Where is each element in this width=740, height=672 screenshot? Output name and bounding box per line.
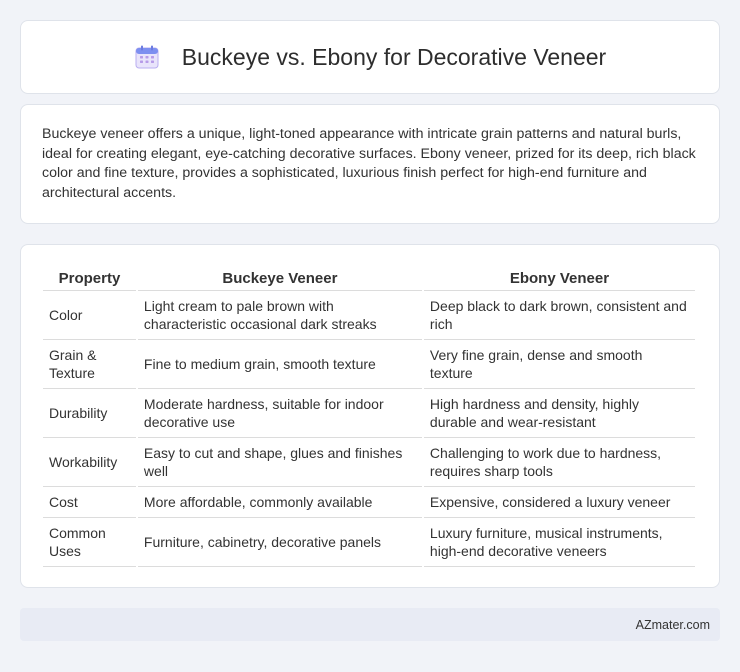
footer [20,608,720,641]
row-buckeye: Light cream to pale brown with characteristic occasional dark streaks [138,291,422,340]
row-ebony: Challenging to work due to hardness, requires sharp tools [424,438,695,487]
row-property: Durability [43,389,136,438]
row-ebony: Expensive, considered a luxury veneer [424,487,695,518]
header-buckeye: Buckeye Veneer [138,265,422,291]
row-property: Grain & Texture [43,340,136,389]
page-title: Buckeye vs. Ebony for Decorative Veneer [181,43,607,70]
header-ebony: Ebony Veneer [424,265,695,291]
description-card [20,104,720,224]
table-row [43,487,695,518]
footer-site-link[interactable]: AZmater.com [635,617,710,632]
table-row [43,389,695,438]
description-text: Buckeye veneer offers a unique, light-toned appearance with intricate grain patterns and natural burls, ideal for creating elegant, eye-catching decorative surfaces. Ebony veneer, prized for its deep, rich black color and fine texture, provides a sophisticated, luxurious finish perfect for high-end furniture and architectural accents. [42,126,696,201]
row-property: Color [43,291,136,340]
calendar-icon [134,44,160,70]
row-buckeye: More affordable, commonly available [138,487,422,518]
row-ebony: Deep black to dark brown, consistent and rich [424,291,695,340]
header-property: Property [43,265,136,291]
row-property: Cost [43,487,136,518]
table-row [43,291,695,340]
table-row [43,340,695,389]
comparison-table [41,265,697,567]
row-buckeye: Easy to cut and shape, glues and finishes well [138,438,422,487]
title-card [20,20,720,94]
row-ebony: Luxury furniture, musical instruments, high-end decorative veneers [424,518,695,567]
row-buckeye: Furniture, cabinetry, decorative panels [138,518,422,567]
comparison-card [20,244,720,588]
row-buckeye: Fine to medium grain, smooth texture [138,340,422,389]
table-row [43,438,695,487]
row-buckeye: Moderate hardness, suitable for indoor decorative use [138,389,422,438]
table-header-row [43,265,695,291]
row-property: Workability [43,438,136,487]
table-row [43,518,695,567]
row-property: Common Uses [43,518,136,567]
row-ebony: Very fine grain, dense and smooth texture [424,340,695,389]
row-ebony: High hardness and density, highly durable and wear-resistant [424,389,695,438]
